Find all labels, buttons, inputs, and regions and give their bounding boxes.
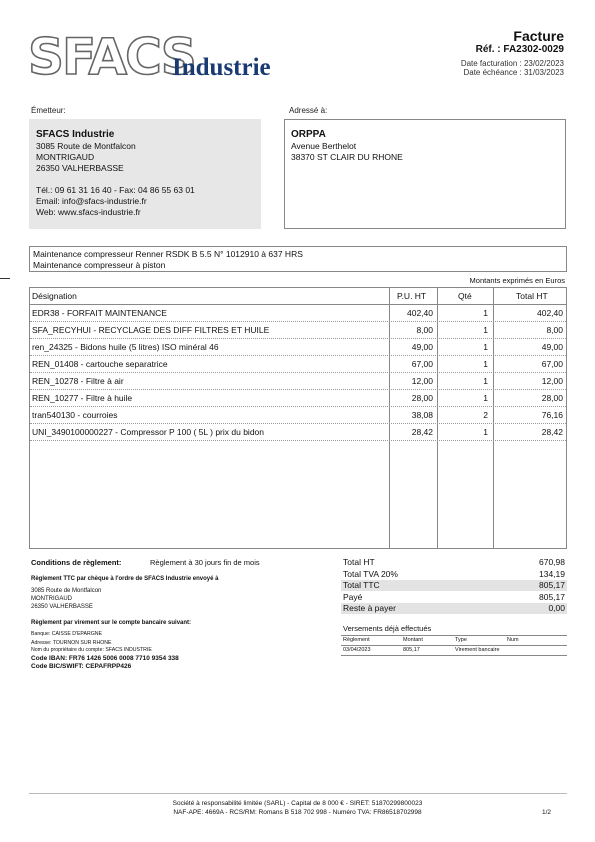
cell-total: 402,40 <box>537 308 563 318</box>
payments-header-num: Num <box>507 637 519 643</box>
total-row <box>341 569 567 580</box>
cell-qty: 1 <box>483 376 488 386</box>
cell-qty: 1 <box>483 342 488 352</box>
table-header <box>30 288 566 305</box>
invoice-date: Date facturation : 23/02/2023 <box>460 59 564 68</box>
sender-web: Web: www.sfacs-industrie.fr <box>36 207 141 217</box>
total-row <box>341 603 567 614</box>
recipient-name: ORPPA <box>291 129 326 140</box>
cell-unit-price: 49,00 <box>411 342 433 352</box>
payments-header-date: Règlement <box>343 637 370 643</box>
sender-address: 3085 Route de Montfalcon <box>36 141 136 151</box>
table-row <box>30 372 566 390</box>
iban: Code IBAN: FR76 1426 5006 0008 7710 9354 338 <box>31 655 179 662</box>
logo-main-text: SFACS <box>28 28 195 86</box>
sender-name: SFACS Industrie <box>36 129 115 140</box>
header-designation: Désignation <box>32 291 77 301</box>
payment-amount: 805,17 <box>403 647 420 653</box>
total-value: 670,98 <box>539 557 565 567</box>
cell-qty: 1 <box>483 427 488 437</box>
cheque-title: Règlement TTC par chèque à l'ordre de SFACS Industrie envoyé à <box>31 576 219 582</box>
sender-email: Email: info@sfacs-industrie.fr <box>36 196 147 206</box>
cell-unit-price: 67,00 <box>411 359 433 369</box>
payments-body <box>341 646 567 655</box>
cell-total: 8,00 <box>546 325 563 335</box>
table-row <box>30 406 566 424</box>
payment-type: Virement bancaire <box>455 647 500 653</box>
cheque-address-2: MONTRIGAUD <box>31 596 72 602</box>
cheque-address-3: 26350 VALHERBASSE <box>31 604 93 610</box>
total-label: Reste à payer <box>343 603 396 613</box>
table-row <box>30 304 566 322</box>
fold-mark <box>0 278 10 279</box>
cell-unit-price: 38,08 <box>411 410 433 420</box>
cell-designation: REN_01408 - cartouche separatrice <box>32 359 168 369</box>
cell-qty: 1 <box>483 325 488 335</box>
cell-unit-price: 28,42 <box>411 427 433 437</box>
header-qty: Qté <box>458 291 472 301</box>
recipient-block <box>284 119 566 229</box>
total-label: Payé <box>343 591 363 602</box>
invoice-reference: Réf. : FA2302-0029 <box>475 44 564 55</box>
payment-date: 03/04/2023 <box>343 647 371 653</box>
recipient-address: Avenue Berthelot <box>291 141 357 151</box>
conditions-label: Conditions de règlement: <box>31 558 122 567</box>
invoice-title: Facture <box>513 28 564 44</box>
cell-unit-price: 28,00 <box>411 393 433 403</box>
cell-total: 28,00 <box>541 393 563 403</box>
cell-designation: REN_10278 - Filtre à air <box>32 376 124 386</box>
invoice-lines-table <box>29 287 567 549</box>
bank-address: Adresse: TOURNON SUR RHONE <box>31 640 112 646</box>
transfer-title: Règlement par virement sur le compte bancaire suivant: <box>31 620 192 626</box>
account-holder: Nom du propriétaire du compte: SFACS INDUSTRIE <box>31 647 152 653</box>
total-value: 805,17 <box>539 591 565 602</box>
invoice-object <box>29 246 567 272</box>
total-label: Total HT <box>343 557 375 567</box>
table-row <box>30 389 566 407</box>
table-row <box>30 338 566 356</box>
cell-qty: 1 <box>483 393 488 403</box>
total-row <box>341 557 567 568</box>
payments-header <box>341 636 567 646</box>
table-row <box>30 423 566 441</box>
header-total: Total HT <box>516 291 548 301</box>
cell-designation: UNI_3490100000227 - Compressor P 100 ( 5L ) prix du bidon <box>32 427 265 437</box>
total-row <box>341 580 567 591</box>
sender-postal: 26350 VALHERBASSE <box>36 163 124 173</box>
footer-line-2: NAF-APE: 4669A - RCS/RM: Romans B 518 702 998 - Numéro TVA: FR86518702998 <box>173 809 422 816</box>
cell-total: 12,00 <box>541 376 563 386</box>
payments-title: Versements déjà effectués <box>343 624 432 633</box>
total-value: 0,00 <box>548 603 565 613</box>
sender-label: Émetteur: <box>31 106 66 115</box>
footer-line-1: Société à responsabilité limitée (SARL) - Capital de 8 000 € - SIRET: 51870299800023 <box>172 800 423 807</box>
cell-qty: 1 <box>483 308 488 318</box>
logo-sub-text: Industrie <box>172 54 271 81</box>
cell-total: 49,00 <box>541 342 563 352</box>
payment-row <box>341 646 567 655</box>
bic-swift: Code BIC/SWIFT: CEPAFRPP426 <box>31 663 132 670</box>
cheque-address-1: 3085 Route de Montfalcon <box>31 588 102 594</box>
cell-total: 67,00 <box>541 359 563 369</box>
total-value: 134,19 <box>539 568 565 579</box>
cell-unit-price: 402,40 <box>407 308 433 318</box>
table-row <box>30 321 566 339</box>
cell-designation: ren_24325 - Bidons huile (5 litres) ISO minéral 46 <box>32 342 219 352</box>
cell-designation: REN_10277 - Filtre à huile <box>32 393 133 403</box>
cell-total: 28,42 <box>541 427 563 437</box>
total-label: Total TVA 20% <box>343 568 398 579</box>
sender-city: MONTRIGAUD <box>36 152 95 162</box>
object-line-1: Maintenance compresseur Renner RSDK B 5.5 N° 1012910 à 637 HRS <box>33 249 303 259</box>
total-row <box>341 592 567 603</box>
recipient-city: 38370 ST CLAIR DU RHONE <box>291 152 403 162</box>
sender-phone: Tél.: 09 61 31 16 40 - Fax: 04 86 55 63 01 <box>36 185 195 195</box>
bank-name: Banque: CAISSE D'EPARGNE <box>31 631 102 637</box>
payments-header-amount: Montant <box>403 637 423 643</box>
total-label: Total TTC <box>343 580 380 590</box>
due-date: Date échéance : 31/03/2023 <box>463 68 564 77</box>
cell-unit-price: 12,00 <box>411 376 433 386</box>
sender-block <box>29 119 261 229</box>
payments-table <box>341 635 567 656</box>
currency-note: Montants exprimés en Euros <box>469 276 565 285</box>
page-number: 1/2 <box>541 809 551 816</box>
cell-total: 76,16 <box>541 410 563 420</box>
table-row <box>30 355 566 373</box>
cell-designation: EDR38 - FORFAIT MAINTENANCE <box>32 308 167 318</box>
company-logo <box>28 28 288 86</box>
object-line-2: Maintenance compresseur à piston <box>33 260 166 270</box>
total-value: 805,17 <box>539 580 565 590</box>
header-unit-price: P.U. HT <box>397 291 427 301</box>
cell-designation: tran540130 - courroies <box>32 410 118 420</box>
cell-qty: 1 <box>483 359 488 369</box>
cell-qty: 2 <box>483 410 488 420</box>
footer-divider <box>29 793 567 794</box>
payments-header-type: Type <box>455 637 467 643</box>
recipient-label: Adressé à: <box>289 106 328 115</box>
cell-unit-price: 8,00 <box>416 325 433 335</box>
conditions-value: Règlement à 30 jours fin de mois <box>150 558 260 567</box>
cell-designation: SFA_RECYHUI - RECYCLAGE DES DIFF FILTRES ET HUILE <box>32 325 270 335</box>
